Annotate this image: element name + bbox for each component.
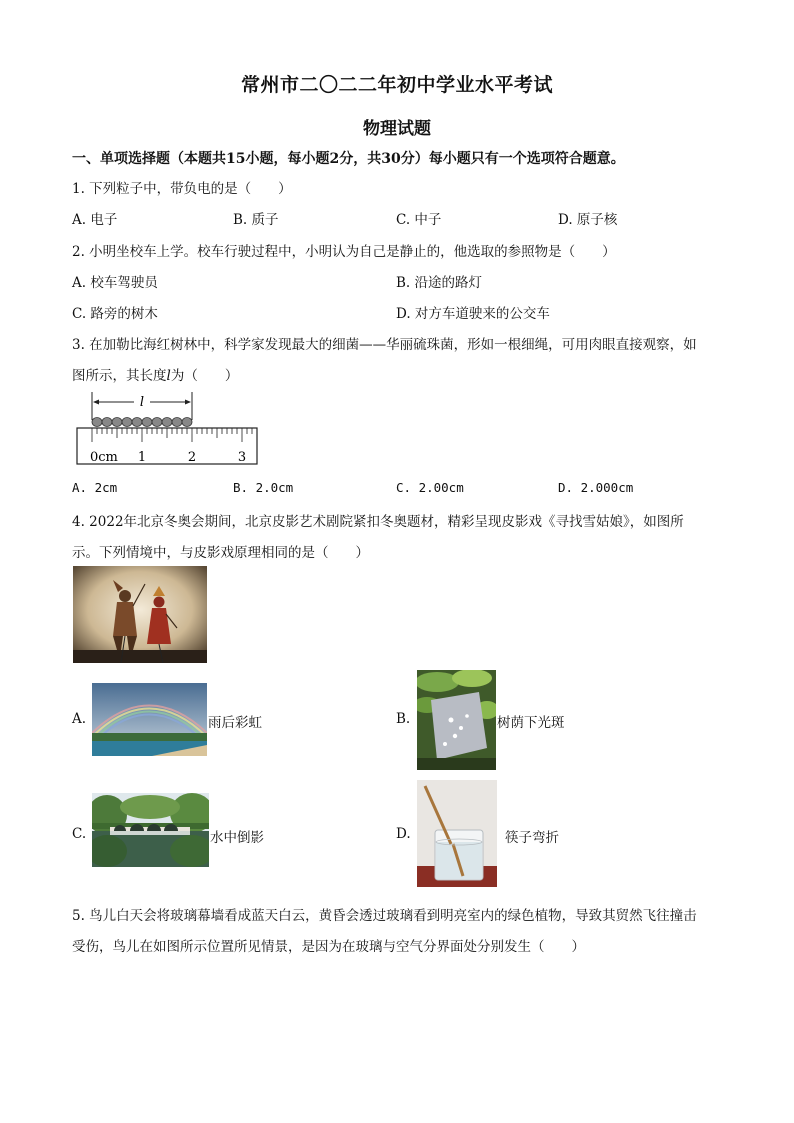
q4-option-b-caption: 树荫下光斑 [497, 715, 565, 731]
q3-option-b: B. 2.0cm [233, 480, 294, 495]
shadow-puppet-image [73, 566, 207, 663]
arrowhead-right [185, 400, 191, 405]
q3-option-d: D. 2.000cm [558, 480, 634, 495]
bacterium-bead [162, 418, 172, 427]
rainbow-image [92, 683, 207, 756]
section-heading: 一、单项选择题（本题共15小题，每小题2分，共30分）每小题只有一个选项符合题意。 [72, 151, 625, 167]
bacterium-bead [132, 418, 142, 427]
q4-option-b-letter: B. [396, 711, 411, 727]
bridge-reflection-image [92, 793, 209, 867]
bacterium-bead [182, 418, 192, 427]
bacterium-bead [172, 418, 182, 427]
bacterium-bead [142, 418, 152, 427]
q3-length-variable: l [166, 368, 171, 384]
q4-option-c-letter: C. [72, 826, 87, 842]
bacterium-bead [112, 418, 122, 427]
light-spots-image [417, 670, 496, 770]
page-subtitle: 物理试题 [363, 119, 431, 139]
length-label: l [139, 395, 145, 410]
question-4-stem-line2: 示。下列情境中，与皮影戏原理相同的是（ ） [72, 545, 369, 561]
scale-label-1: 1 [137, 450, 147, 465]
q4-option-d-caption: 筷子弯折 [505, 830, 559, 846]
q4-option-a-letter: A. [72, 711, 87, 727]
q2-option-d: D. 对方车道驶来的公交车 [396, 306, 550, 322]
question-5-stem-line2: 受伤，鸟儿在如图所示位置所见情景，是因为在玻璃与空气分界面处分别发生（ ） [72, 939, 585, 955]
q4-option-c-caption: 水中倒影 [210, 830, 264, 846]
question-3-stem-line2: 图所示，其长度l为（ ） [72, 368, 239, 384]
ruler-figure [72, 390, 262, 468]
q1-option-a: A. 电子 [72, 212, 118, 228]
bacterium-chain [92, 418, 192, 427]
q3-option-c: C. 2.00cm [396, 480, 464, 495]
q1-option-b: B. 质子 [233, 212, 279, 228]
q1-option-c: C. 中子 [396, 212, 442, 228]
question-2-stem: 2. 小明坐校车上学。校车行驶过程中，小明认为自己是静止的，他选取的参照物是（ ） [72, 244, 616, 260]
scale-label-0: 0cm [90, 450, 118, 465]
q1-option-d: D. 原子核 [558, 212, 618, 228]
q3-option-a: A. 2cm [72, 480, 118, 495]
bacterium-bead [122, 418, 132, 427]
q4-option-d-letter: D. [396, 826, 411, 842]
bent-chopstick-image [417, 780, 497, 887]
arrowhead-left [93, 400, 99, 405]
bacterium-bead [102, 418, 112, 427]
question-1-stem: 1. 下列粒子中，带负电的是（ ） [72, 181, 292, 197]
question-3-stem-line1: 3. 在加勒比海红树林中，科学家发现最大的细菌——华丽硫珠菌，形如一根细绳，可用肉眼直接观察，如 [72, 337, 697, 353]
q2-option-a: A. 校车驾驶员 [72, 275, 158, 291]
q2-option-c: C. 路旁的树木 [72, 306, 158, 322]
scale-label-3: 3 [237, 450, 247, 465]
page-title: 常州市二〇二二年初中学业水平考试 [240, 74, 553, 96]
q2-option-b: B. 沿途的路灯 [396, 275, 483, 291]
scale-label-2: 2 [187, 450, 197, 465]
bacterium-bead [92, 418, 102, 427]
bacterium-bead [152, 418, 162, 427]
question-5-stem-line1: 5. 鸟儿白天会将玻璃幕墙看成蓝天白云，黄昏会透过玻璃看到明亮室内的绿色植物，导致其贸然飞往撞击 [72, 908, 697, 924]
q4-option-a-caption: 雨后彩虹 [208, 715, 262, 731]
question-4-stem-line1: 4. 2022年北京冬奥会期间，北京皮影艺术剧院紧扣冬奥题材，精彩呈现皮影戏《寻找雪姑娘》，如图所 [72, 514, 684, 530]
